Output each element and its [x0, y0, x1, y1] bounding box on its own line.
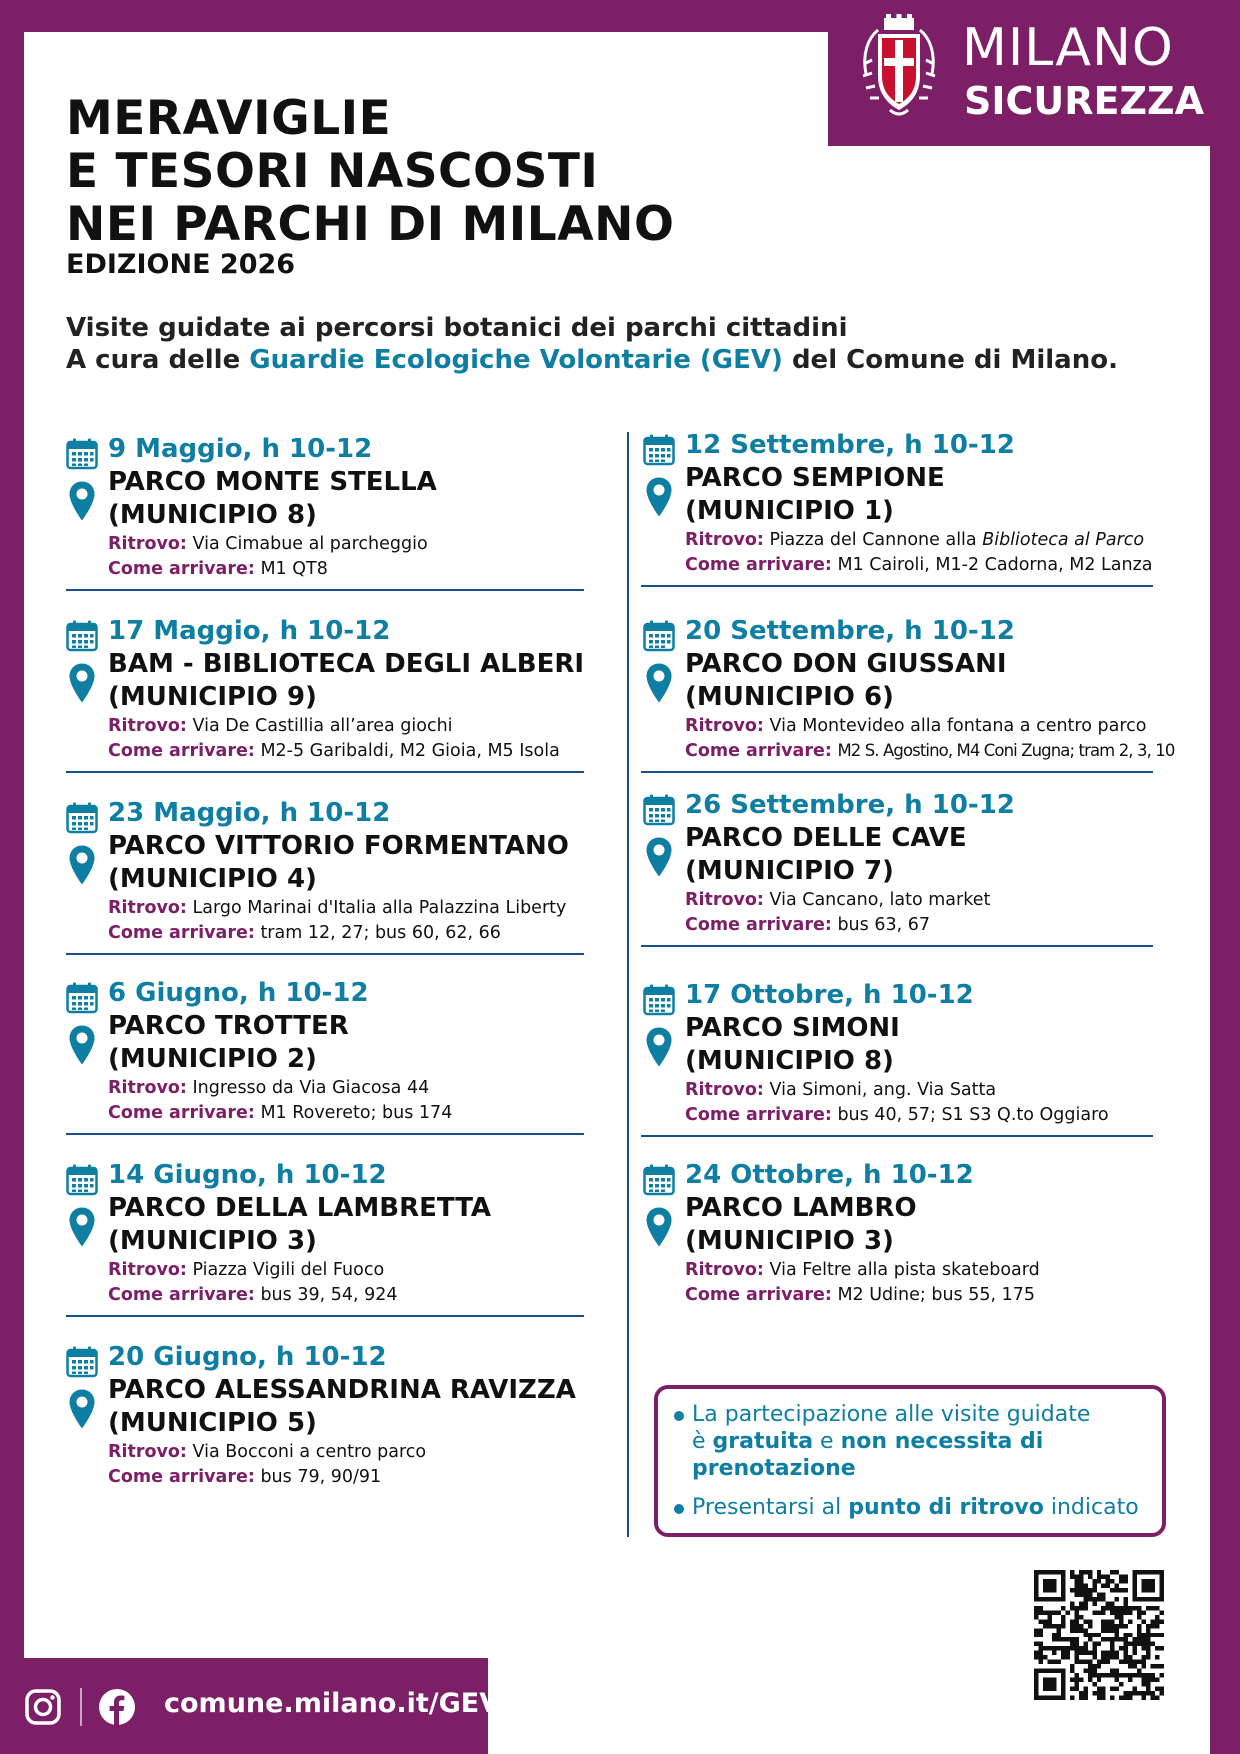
ritrovo-label: Ritrovo:	[685, 530, 764, 550]
ritrovo-value: Via Cimabue al parcheggio	[192, 534, 428, 554]
separator	[66, 1315, 584, 1317]
event-card	[66, 1342, 626, 1502]
municipio: (MUNICIPIO 3)	[685, 1226, 894, 1256]
ritrovo-label: Ritrovo:	[108, 1260, 187, 1280]
meeting-point	[108, 534, 428, 554]
event-park	[685, 1012, 900, 1078]
meeting-point	[108, 898, 566, 918]
event-date: 12 Settembre, h 10-12	[685, 430, 1015, 460]
event-card	[643, 1160, 1203, 1320]
event-park	[685, 462, 945, 528]
event-card	[66, 1160, 626, 1320]
intro-suffix: del Comune di Milano.	[782, 345, 1118, 375]
location-pin-icon	[68, 1024, 96, 1066]
calendar-icon	[643, 620, 675, 652]
event-park	[685, 648, 1007, 714]
separator	[641, 945, 1153, 947]
calendar-icon	[643, 1164, 675, 1196]
calendar-icon	[643, 794, 675, 826]
event-date: 26 Settembre, h 10-12	[685, 790, 1015, 820]
calendar-icon	[66, 982, 98, 1014]
ritrovo-label: Ritrovo:	[108, 716, 187, 736]
info-line-free	[672, 1401, 1148, 1482]
event-park	[685, 822, 967, 888]
event-card	[66, 798, 626, 958]
come-value: bus 39, 54, 924	[260, 1285, 398, 1305]
meeting-point	[685, 530, 1144, 550]
come-value: bus 40, 57; S1 S3 Q.to Oggiaro	[837, 1105, 1109, 1125]
meeting-point	[108, 1260, 384, 1280]
info-bold: punto di ritrovo	[848, 1495, 1044, 1520]
calendar-icon	[66, 1346, 98, 1378]
info-box	[654, 1385, 1166, 1537]
come-value: bus 79, 90/91	[260, 1467, 382, 1487]
ritrovo-label: Ritrovo:	[108, 898, 187, 918]
come-value: M2 Udine; bus 55, 175	[837, 1285, 1036, 1305]
title-line: E TESORI NASCOSTI	[66, 144, 599, 199]
instagram-icon[interactable]	[24, 1688, 62, 1726]
brand-subtitle: SICUREZZA	[964, 79, 1204, 123]
park-name: PARCO SIMONI	[685, 1013, 900, 1043]
info-text: è	[692, 1429, 713, 1454]
meeting-point	[108, 716, 453, 736]
event-park	[108, 466, 437, 532]
how-to-arrive	[108, 559, 328, 579]
meeting-point	[685, 716, 1146, 736]
how-to-arrive	[685, 915, 930, 935]
separator	[66, 1133, 584, 1135]
event-date: 14 Giugno, h 10-12	[108, 1160, 387, 1190]
event-date: 20 Settembre, h 10-12	[685, 616, 1015, 646]
ritrovo-value: Ingresso da Via Giacosa 44	[192, 1078, 430, 1098]
municipio: (MUNICIPIO 8)	[108, 500, 317, 530]
separator	[66, 771, 584, 773]
event-card	[66, 978, 626, 1138]
park-name: PARCO VITTORIO FORMENTANO	[108, 831, 569, 861]
calendar-icon	[66, 1164, 98, 1196]
come-value: bus 63, 67	[837, 915, 930, 935]
title-line: NEI PARCHI DI MILANO	[66, 197, 675, 252]
location-pin-icon	[645, 476, 673, 518]
brand-block	[828, 0, 1210, 146]
ritrovo-label: Ritrovo:	[108, 534, 187, 554]
event-card	[66, 434, 626, 594]
ritrovo-value: Piazza Vigili del Fuoco	[192, 1260, 385, 1280]
municipio: (MUNICIPIO 9)	[108, 682, 317, 712]
how-to-arrive	[108, 923, 501, 943]
intro-prefix: A cura delle	[66, 345, 250, 375]
calendar-icon	[66, 802, 98, 834]
how-to-arrive	[108, 1285, 398, 1305]
event-date: 9 Maggio, h 10-12	[108, 434, 373, 464]
event-card	[643, 790, 1203, 950]
separator	[66, 953, 584, 955]
meeting-point	[108, 1078, 429, 1098]
how-to-arrive	[685, 1285, 1035, 1305]
milano-crest-logo	[856, 14, 942, 118]
event-date: 24 Ottobre, h 10-12	[685, 1160, 974, 1190]
park-name: PARCO ALESSANDRINA RAVIZZA	[108, 1375, 576, 1405]
event-card	[643, 430, 1203, 590]
ritrovo-value: Via Feltre alla pista skateboard	[769, 1260, 1040, 1280]
meeting-point	[685, 1080, 996, 1100]
how-to-arrive	[108, 741, 560, 761]
website-link[interactable]: comune.milano.it/GEV	[164, 1688, 501, 1719]
municipio: (MUNICIPIO 6)	[685, 682, 894, 712]
location-pin-icon	[68, 480, 96, 522]
edition-label: EDIZIONE 2026	[66, 249, 296, 280]
event-date: 17 Maggio, h 10-12	[108, 616, 391, 646]
come-value: M1 Rovereto; bus 174	[260, 1103, 453, 1123]
intro-line-2	[66, 344, 1118, 376]
ritrovo-value: Largo Marinai d'Italia alla Palazzina Liberty	[192, 898, 567, 918]
ritrovo-value: Piazza del Cannone alla	[769, 530, 983, 550]
ritrovo-label: Ritrovo:	[685, 1080, 764, 1100]
how-to-arrive	[685, 555, 1153, 575]
location-pin-icon	[68, 1388, 96, 1430]
how-to-arrive	[685, 1105, 1109, 1125]
event-date: 20 Giugno, h 10-12	[108, 1342, 387, 1372]
footer-bar	[0, 1658, 501, 1754]
calendar-icon	[643, 984, 675, 1016]
come-label: Come arrivare:	[108, 559, 255, 579]
info-text: indicato	[1043, 1495, 1139, 1520]
info-text: La partecipazione alle visite guidate	[692, 1402, 1091, 1427]
ritrovo-value: Via Simoni, ang. Via Satta	[769, 1080, 997, 1100]
separator	[66, 589, 584, 591]
ritrovo-label: Ritrovo:	[685, 1260, 764, 1280]
intro-line-1: Visite guidate ai percorsi botanici dei parchi cittadini	[66, 313, 848, 343]
calendar-icon	[66, 438, 98, 470]
come-value: M1 Cairoli, M1-2 Cadorna, M2 Lanza	[837, 555, 1153, 575]
location-pin-icon	[645, 662, 673, 704]
qr-code[interactable]	[1034, 1570, 1164, 1700]
park-name: PARCO TROTTER	[108, 1011, 349, 1041]
location-pin-icon	[68, 1206, 96, 1248]
event-park	[108, 830, 569, 896]
ritrovo-label: Ritrovo:	[685, 716, 764, 736]
brand-city: MILANO	[962, 18, 1174, 78]
municipio: (MUNICIPIO 8)	[685, 1046, 894, 1076]
info-text: e	[813, 1429, 841, 1454]
come-label: Come arrivare:	[685, 1285, 832, 1305]
poster-title	[66, 92, 674, 251]
location-pin-icon	[645, 1026, 673, 1068]
municipio: (MUNICIPIO 5)	[108, 1408, 317, 1438]
facebook-icon[interactable]	[98, 1688, 136, 1726]
event-date: 6 Giugno, h 10-12	[108, 978, 369, 1008]
separator	[641, 1135, 1153, 1137]
how-to-arrive	[108, 1103, 452, 1123]
ritrovo-label: Ritrovo:	[685, 890, 764, 910]
park-name: PARCO LAMBRO	[685, 1193, 917, 1223]
event-card	[643, 616, 1203, 776]
ritrovo-value: Via Montevideo alla fontana a centro parco	[769, 716, 1147, 736]
come-label: Come arrivare:	[685, 1105, 832, 1125]
ritrovo-italic: Biblioteca al Parco	[982, 530, 1145, 550]
event-date: 17 Ottobre, h 10-12	[685, 980, 974, 1010]
ritrovo-value: Via Cancano, lato market	[769, 890, 991, 910]
location-pin-icon	[645, 836, 673, 878]
come-label: Come arrivare:	[108, 1103, 255, 1123]
info-line-meeting	[672, 1494, 1148, 1521]
come-label: Come arrivare:	[685, 915, 832, 935]
calendar-icon	[66, 620, 98, 652]
footer-separator	[80, 1688, 82, 1726]
come-label: Come arrivare:	[108, 923, 255, 943]
event-park	[108, 1374, 576, 1440]
ritrovo-value: Via Bocconi a centro parco	[192, 1442, 427, 1462]
event-card	[643, 980, 1203, 1140]
event-park	[108, 1010, 349, 1076]
how-to-arrive	[685, 741, 1174, 761]
info-bold: non necessita di	[840, 1429, 1044, 1454]
ritrovo-label: Ritrovo:	[108, 1442, 187, 1462]
meeting-point	[685, 890, 990, 910]
park-name: PARCO SEMPIONE	[685, 463, 945, 493]
location-pin-icon	[645, 1206, 673, 1248]
calendar-icon	[643, 434, 675, 466]
come-value: tram 12, 27; bus 60, 62, 66	[260, 923, 501, 943]
separator	[641, 585, 1153, 587]
come-label: Come arrivare:	[108, 1285, 255, 1305]
meeting-point	[108, 1442, 426, 1462]
come-value: M2 S. Agostino, M4 Coni Zugna; tram 2, 3, 10	[837, 741, 1175, 760]
park-name: PARCO DELLE CAVE	[685, 823, 967, 853]
ritrovo-value: Via De Castillia all’area giochi	[192, 716, 453, 736]
gev-highlight: Guardie Ecologiche Volontarie (GEV)	[249, 345, 783, 375]
event-park	[108, 1192, 491, 1258]
event-park	[108, 648, 584, 714]
municipio: (MUNICIPIO 1)	[685, 496, 894, 526]
info-text: Presentarsi al	[692, 1495, 849, 1520]
column-divider	[627, 432, 629, 1537]
info-bold: gratuita	[712, 1429, 814, 1454]
info-bold: prenotazione	[692, 1456, 856, 1481]
location-pin-icon	[68, 844, 96, 886]
come-label: Come arrivare:	[685, 741, 832, 761]
municipio: (MUNICIPIO 4)	[108, 864, 317, 894]
event-date: 23 Maggio, h 10-12	[108, 798, 391, 828]
come-value: M2-5 Garibaldi, M2 Gioia, M5 Isola	[260, 741, 560, 761]
park-name: PARCO DELLA LAMBRETTA	[108, 1193, 492, 1223]
municipio: (MUNICIPIO 2)	[108, 1044, 317, 1074]
ritrovo-label: Ritrovo:	[108, 1078, 187, 1098]
title-line: MERAVIGLIE	[66, 91, 392, 146]
municipio: (MUNICIPIO 7)	[685, 856, 894, 886]
come-value: M1 QT8	[260, 559, 328, 579]
event-park	[685, 1192, 917, 1258]
municipio: (MUNICIPIO 3)	[108, 1226, 317, 1256]
come-label: Come arrivare:	[685, 555, 832, 575]
park-name: BAM - BIBLIOTECA DEGLI ALBERI	[108, 649, 585, 679]
how-to-arrive	[108, 1467, 381, 1487]
location-pin-icon	[68, 662, 96, 704]
event-card	[66, 616, 626, 776]
come-label: Come arrivare:	[108, 1467, 255, 1487]
park-name: PARCO DON GIUSSANI	[685, 649, 1007, 679]
separator	[641, 771, 1153, 773]
intro-text	[66, 312, 1118, 376]
meeting-point	[685, 1260, 1040, 1280]
come-label: Come arrivare:	[108, 741, 255, 761]
park-name: PARCO MONTE STELLA	[108, 467, 437, 497]
